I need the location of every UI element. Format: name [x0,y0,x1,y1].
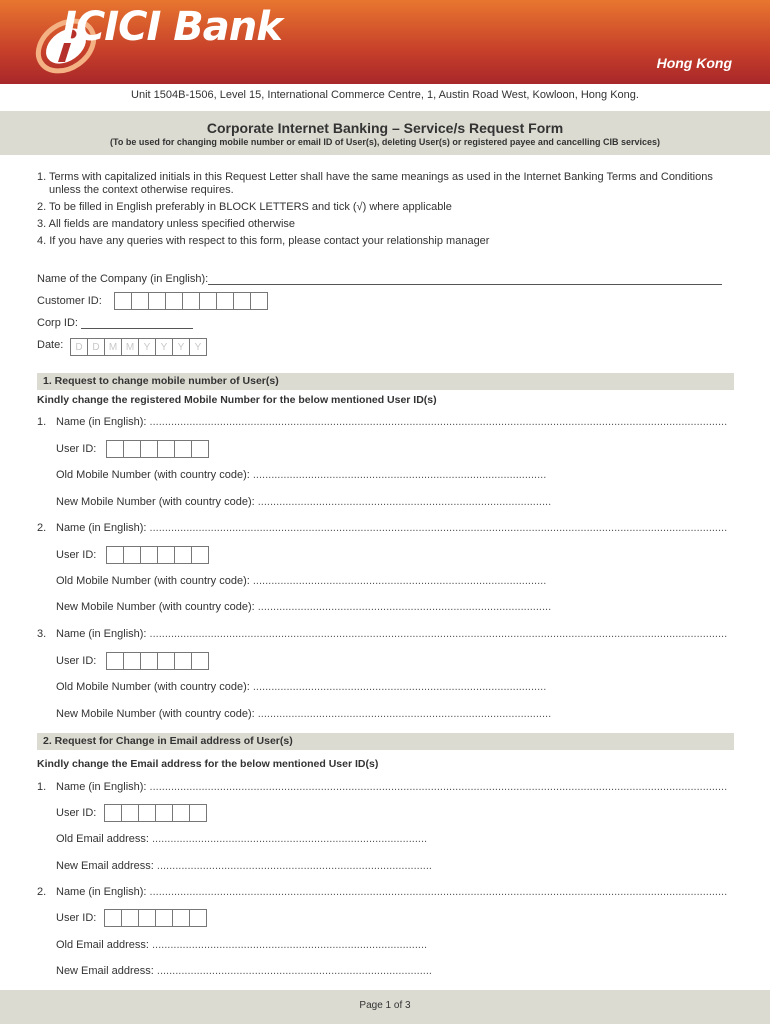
dotted-line: ............................................................................................................................................................................................. [149,886,728,898]
form-subtitle: (To be used for changing mobile number or email ID of User(s), deleting User(s) or registered payee and cancelling CIB services) [110,137,660,147]
dotted-line: ............................................................................................................................................................................................. [149,628,728,640]
date-box[interactable]: Y [138,338,156,356]
digit-box[interactable] [155,804,173,822]
digit-box[interactable] [191,546,209,564]
name-field[interactable] [56,628,734,640]
name-field[interactable] [56,781,734,793]
digit-box[interactable] [114,292,132,310]
header-banner [0,0,770,84]
digit-box[interactable] [174,652,192,670]
digit-box[interactable] [172,909,190,927]
user-id-boxes[interactable] [104,909,206,927]
digit-box[interactable] [123,440,141,458]
user-id-boxes[interactable] [106,652,208,670]
bank-address: Unit 1504B-1506, Level 15, International Commerce Centre, 1, Austin Road West, Kowloon, Hong Kong. [131,89,639,101]
dotted-line: ............................................................................................................................................................................................. [149,522,728,534]
new-mobile-label: New Mobile Number (with country code): [56,601,255,613]
digit-box[interactable] [138,804,156,822]
old-email-field[interactable] [56,939,438,951]
digit-box[interactable] [165,292,183,310]
instructions-list [37,171,737,252]
digit-box[interactable] [199,292,217,310]
new-email-label: New Email address: [56,965,154,977]
digit-box[interactable] [216,292,234,310]
user-id-boxes[interactable] [104,804,206,822]
entry-number: 2. [37,886,47,898]
new-mobile-field[interactable] [56,496,551,508]
new-email-field[interactable] [56,965,440,977]
old-mobile-field[interactable] [56,469,551,481]
customer-id-boxes[interactable] [114,292,267,310]
date-box[interactable]: M [104,338,122,356]
digit-box[interactable] [182,292,200,310]
date-boxes[interactable] [70,338,206,356]
user-id-label: User ID: [56,443,97,455]
digit-box[interactable] [155,909,173,927]
digit-box[interactable] [250,292,268,310]
dotted-line: .......................................................................................... [152,833,428,845]
dotted-line: ................................................................................................ [257,496,551,508]
section2-instruction: Kindly change the Email address for the below mentioned User ID(s) [37,758,379,770]
digit-box[interactable] [140,440,158,458]
corp-id-label: Corp ID: [37,317,78,329]
old-mobile-label: Old Mobile Number (with country code): [56,575,250,587]
user-id-boxes[interactable] [106,546,208,564]
dotted-line: ............................................................................................................................................................................................. [149,781,728,793]
digit-box[interactable] [191,440,209,458]
old-mobile-field[interactable] [56,575,551,587]
digit-box[interactable] [189,909,207,927]
name-label: Name (in English): [56,416,147,428]
new-mobile-label: New Mobile Number (with country code): [56,708,255,720]
company-name-field[interactable] [208,274,722,285]
digit-box[interactable] [106,546,124,564]
old-mobile-field[interactable] [56,681,551,693]
name-field[interactable] [56,416,734,428]
digit-box[interactable] [123,652,141,670]
new-email-field[interactable] [56,860,440,872]
new-mobile-field[interactable] [56,601,551,613]
name-label: Name (in English): [56,781,147,793]
entry-number: 3. [37,628,47,640]
new-mobile-field[interactable] [56,708,551,720]
digit-box[interactable] [140,652,158,670]
digit-box[interactable] [191,652,209,670]
dotted-line: .......................................................................................... [152,939,428,951]
digit-box[interactable] [157,440,175,458]
dotted-line: ................................................................................................ [257,601,551,613]
user-id-label: User ID: [56,912,97,924]
date-label: Date: [37,339,64,351]
digit-box[interactable] [148,292,166,310]
region-label: Hong Kong [656,55,732,71]
digit-box[interactable] [121,909,139,927]
old-mobile-label: Old Mobile Number (with country code): [56,681,250,693]
entry-number: 1. [37,416,47,428]
digit-box[interactable] [157,546,175,564]
old-email-field[interactable] [56,833,438,845]
date-box[interactable]: M [121,338,139,356]
digit-box[interactable] [104,909,122,927]
company-name-label: Name of the Company (in English): [37,273,209,285]
instruction-item: 1. Terms with capitalized initials in this Request Letter shall have the same meanings as used in the Internet Banking Terms and Conditions unless the context otherwise requires. [37,171,713,196]
page-number: Page 1 of 3 [359,1000,411,1011]
user-id-boxes[interactable] [106,440,208,458]
section2-heading: 2. Request for Change in Email address of User(s) [37,733,734,750]
instruction-item: 3. All fields are mandatory unless specified otherwise [37,218,296,230]
dotted-line: ................................................................................................ [252,681,547,693]
digit-box[interactable] [189,804,207,822]
name-label: Name (in English): [56,522,147,534]
digit-box[interactable] [106,440,124,458]
digit-box[interactable] [233,292,251,310]
name-label: Name (in English): [56,886,147,898]
customer-id-label: Customer ID: [37,295,102,307]
old-email-label: Old Email address: [56,833,149,845]
corp-id-field[interactable] [81,318,193,329]
digit-box[interactable] [121,804,139,822]
user-id-label: User ID: [56,549,97,561]
instruction-item: 2. To be filled in English preferably in BLOCK LETTERS and tick (√) where applicable [37,201,452,213]
entry-number: 1. [37,781,47,793]
name-field[interactable] [56,886,734,898]
old-mobile-label: Old Mobile Number (with country code): [56,469,250,481]
company-name-row [37,273,722,285]
section1-heading: 1. Request to change mobile number of User(s) [37,373,734,390]
dotted-line: ............................................................................................................................................................................................. [149,416,728,428]
digit-box[interactable] [138,909,156,927]
dotted-line: .......................................................................................... [156,965,432,977]
digit-box[interactable] [174,546,192,564]
date-box[interactable]: Y [155,338,173,356]
name-field[interactable] [56,522,734,534]
name-label: Name (in English): [56,628,147,640]
new-email-label: New Email address: [56,860,154,872]
digit-box[interactable] [106,652,124,670]
digit-box[interactable] [157,652,175,670]
digit-box[interactable] [104,804,122,822]
instruction-item: 4. If you have any queries with respect to this form, please contact your relationship manager [37,235,490,247]
corp-id-row [37,317,193,329]
user-id-label: User ID: [56,807,97,819]
dotted-line: .......................................................................................... [156,860,432,872]
date-box[interactable]: Y [189,338,207,356]
user-id-label: User ID: [56,655,97,667]
digit-box[interactable] [131,292,149,310]
date-box[interactable]: D [87,338,105,356]
old-email-label: Old Email address: [56,939,149,951]
brand-name: ICICI Bank [62,4,282,50]
entry-number: 2. [37,522,47,534]
dotted-line: ................................................................................................ [252,575,547,587]
new-mobile-label: New Mobile Number (with country code): [56,496,255,508]
dotted-line: ................................................................................................ [257,708,551,720]
digit-box[interactable] [140,546,158,564]
digit-box[interactable] [123,546,141,564]
date-box[interactable]: Y [172,338,190,356]
digit-box[interactable] [174,440,192,458]
digit-box[interactable] [172,804,190,822]
form-title: Corporate Internet Banking – Service/s Request Form [206,120,564,136]
section1-instruction: Kindly change the registered Mobile Number for the below mentioned User ID(s) [37,394,437,406]
date-box[interactable]: D [70,338,88,356]
dotted-line: ................................................................................................ [252,469,547,481]
